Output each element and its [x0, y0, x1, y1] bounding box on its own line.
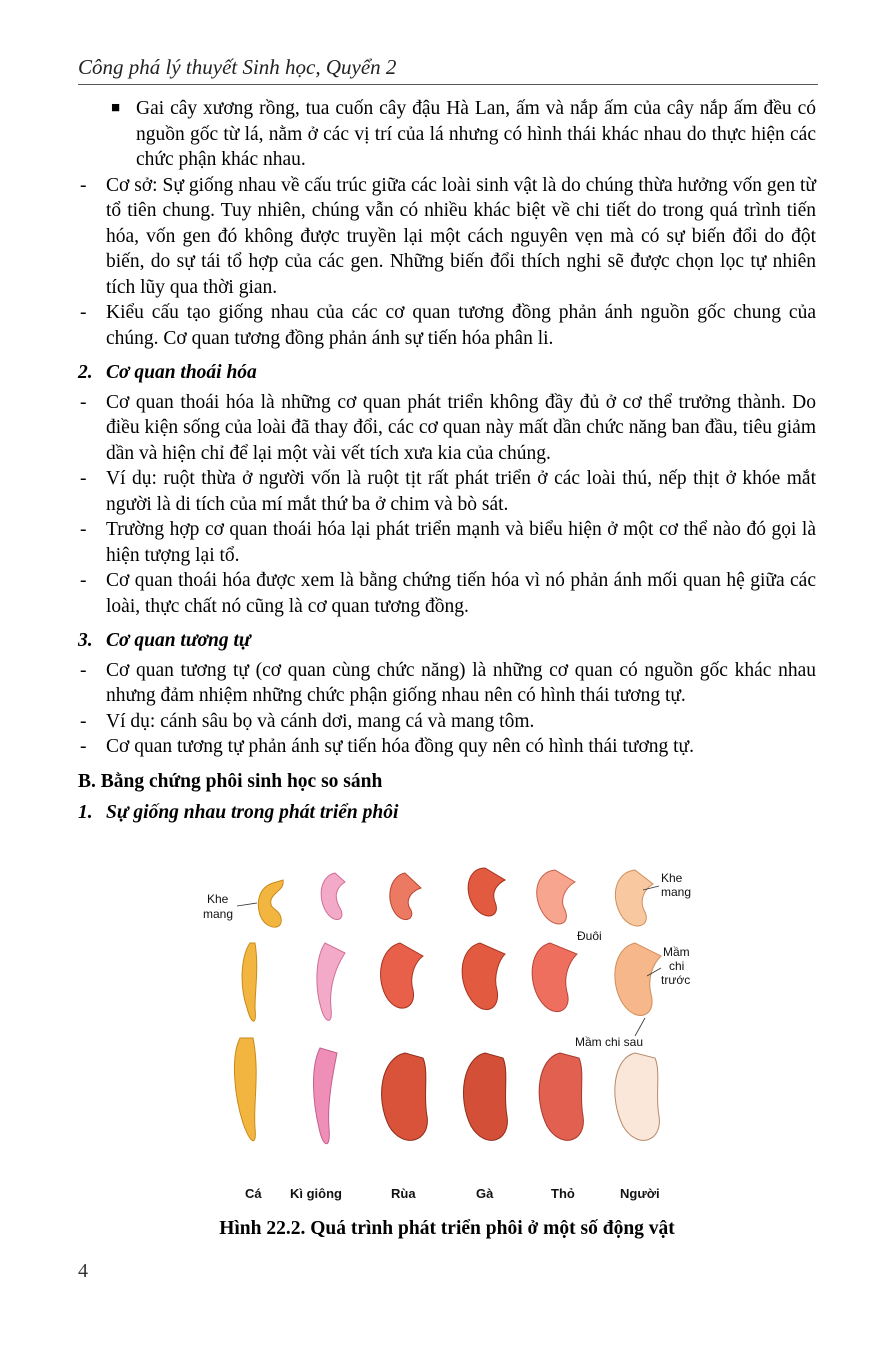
page-header: Công phá lý thuyết Sinh học, Quyển 2: [78, 55, 818, 85]
tail-label: Đuôi: [577, 929, 602, 943]
section-heading-b: B. Bằng chứng phôi sinh học so sánh: [78, 770, 383, 792]
rabbit-embryo-stage3: [539, 1053, 583, 1140]
list-item: - Ví dụ: ruột thừa ở người vốn là ruột tịt rất phát triển ở các loài thú, nếp thịt ở khóe mắt người là di tích của mí mắt thứ ba ở chim và bò sát.: [78, 466, 816, 517]
page-content: [78, 96, 816, 830]
list-item: - Cơ quan thoái hóa được xem là bằng chứng tiến hóa vì nó phản ánh mối quan hệ giữa các loài, thực chất nó cũng là cơ quan tương đồng.: [78, 568, 816, 619]
square-bullet-icon: ■: [111, 100, 121, 116]
embryo-illustration: [195, 858, 695, 1208]
rabbit-embryo-stage2: [532, 943, 577, 1012]
turtle-embryo-stage3: [382, 1053, 428, 1140]
fish-embryo-stage2: [242, 943, 257, 1021]
species-label: Rùa: [391, 1186, 416, 1201]
gill-pointer-left: [237, 903, 257, 906]
chicken-embryo-stage1: [468, 868, 505, 916]
forelimb-label-line2: chi: [669, 959, 685, 973]
chicken-embryo-stage3: [463, 1053, 507, 1140]
species-label: Cá: [245, 1186, 262, 1201]
list-item: - Cơ quan thoái hóa là những cơ quan phát triển không đầy đủ ở cơ thể trưởng thành. Do điều kiện sống của loài đã thay đổi, các cơ quan này mất dần chức năng ban đầu, tiêu giảm dần và hiện chỉ để lại một vài vết tích xưa kia của chúng.: [78, 390, 816, 467]
page-number: 4: [78, 1260, 88, 1282]
hindlimb-pointer: [635, 1018, 645, 1036]
section-heading-2: 2. Cơ quan thoái hóa: [78, 362, 257, 383]
list-item: - Cơ quan tương tự phản ánh sự tiến hóa đồng quy nên có hình thái tương tự.: [78, 734, 816, 760]
species-label: Kì giông: [290, 1186, 342, 1201]
fish-embryo-stage3: [234, 1038, 256, 1141]
gill-label-right-line2: mang: [661, 885, 692, 899]
species-label: Thỏ: [551, 1186, 575, 1201]
salamander-embryo-stage2: [317, 943, 345, 1020]
gill-label-left-line1: Khe: [207, 892, 229, 906]
hindlimb-label: Mầm chi sau: [575, 1035, 644, 1049]
section-heading-1: 1. Sự giống nhau trong phát triển phôi: [78, 802, 399, 823]
chicken-embryo-stage2: [462, 943, 505, 1010]
turtle-embryo-stage1: [390, 873, 421, 920]
list-item: - Kiểu cấu tạo giống nhau của các cơ quan tương đồng phản ánh nguồn gốc chung của chúng. Cơ quan tương đồng phản ánh sự tiến hóa phân li.: [78, 300, 816, 351]
list-item: - Cơ quan tương tự (cơ quan cùng chức năng) là những cơ quan có nguồn gốc khác nhau nhưng đảm nhiệm những chức phận giống nhau nên có hình thái tương tự.: [78, 658, 816, 709]
species-label: Người: [620, 1186, 660, 1201]
gill-label-left-line2: mang: [203, 907, 234, 921]
forelimb-label-line3: trước: [661, 973, 691, 987]
fish-embryo-stage1: [258, 880, 283, 927]
gill-label-right-line1: Khe: [661, 871, 683, 885]
section-heading-3: 3. Cơ quan tương tự: [78, 630, 251, 651]
human-embryo-stage3: [615, 1053, 660, 1140]
human-embryo-stage1: [615, 870, 653, 926]
species-label: Gà: [476, 1186, 494, 1201]
forelimb-label-line1: Mầm: [663, 945, 690, 959]
salamander-embryo-stage1: [321, 873, 345, 920]
list-item: - Ví dụ: cánh sâu bọ và cánh dơi, mang cá và mang tôm.: [78, 709, 816, 735]
embryo-figure: [195, 858, 695, 1208]
list-item: - Cơ sở: Sự giống nhau về cấu trúc giữa các loài sinh vật là do chúng thừa hưởng vốn gen từ tổ tiên chung. Tuy nhiên, chúng vẫn có nhiều khác biệt về chi tiết do trong quá trình tiến hóa, vốn gen đó không được truyền lại một cách nguyên vẹn mà có sự biến đổi do đột biến, do sự tái tổ hợp của các gen. Những biến đổi thích nghi sẽ được chọn lọc tự nhiên tích lũy qua thời gian.: [78, 173, 816, 301]
figure-caption: Hình 22.2. Quá trình phát triển phôi ở một số động vật: [219, 1218, 675, 1239]
salamander-embryo-stage3: [313, 1048, 337, 1144]
square-bullet-item: ■ Gai cây xương rồng, tua cuốn cây đậu Hà Lan, ấm và nắp ấm của cây nắp ấm đều có nguồn gốc từ lá, nằm ở các vị trí của lá nhưng có hình thái khác nhau do thực hiện các chức phận khác nhau.: [111, 98, 816, 170]
human-embryo-stage2: [615, 943, 661, 1015]
rabbit-embryo-stage1: [537, 870, 575, 924]
turtle-embryo-stage2: [381, 943, 423, 1008]
list-item: - Trường hợp cơ quan thoái hóa lại phát triển mạnh và biểu hiện ở một cơ thể nào đó gọi là hiện tượng lại tổ.: [78, 517, 816, 568]
